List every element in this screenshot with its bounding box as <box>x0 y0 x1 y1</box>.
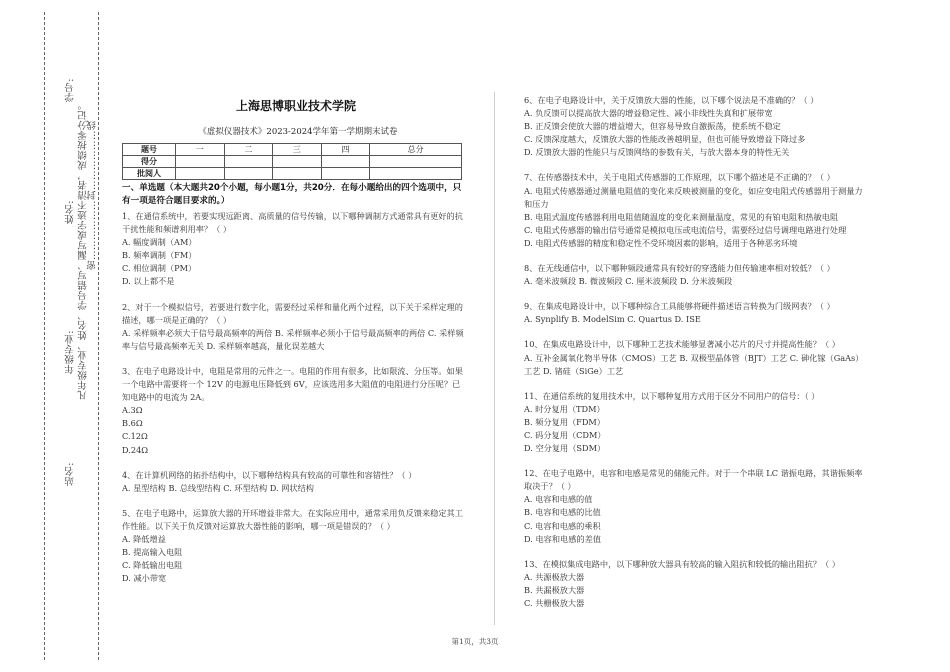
question-option: C. 码分复用（CDM） <box>524 429 606 440</box>
page-footer: 第1页，共3页 <box>451 637 499 646</box>
question-option: D.24Ω <box>122 444 149 455</box>
question-option: B.6Ω <box>122 418 143 429</box>
question-item <box>122 469 464 495</box>
notice-text: 凡年级专业、姓名、学号错写、漏写或字迹不清者，成绩按零分记。 <box>78 100 89 400</box>
question-option: D. 电容和电感的差值 <box>524 533 601 544</box>
score-table-row <box>123 168 462 180</box>
question-item <box>524 467 864 546</box>
question-option: C. 相位调制（PM） <box>122 263 197 274</box>
column-divider <box>494 92 495 625</box>
question-option: C. 电容和电感的乘积 <box>524 520 601 531</box>
score-cell: 题号 <box>123 144 176 156</box>
seal-line-text: 密………………封………………线 <box>87 120 98 270</box>
score-cell: 总分 <box>370 144 462 156</box>
question-item <box>122 301 464 353</box>
question-option: A. 负反馈可以提高放大器的增益稳定性、减小非线性失真和扩展带宽 <box>524 108 773 119</box>
question-stem: 12、在电子电路中，电容和电感是常见的储能元件。对于一个串联 LC 谐振电路，其谐振频率取决于？（ ） <box>524 468 863 492</box>
question-option: D. 减小带宽 <box>122 573 167 584</box>
question-option: C.12Ω <box>122 431 148 442</box>
question-item <box>122 507 464 586</box>
question-item <box>524 262 864 288</box>
grader-row-label: 批阅人 <box>123 168 176 180</box>
question-option: B. 正反馈会使放大器的增益增大，但容易导致自激振荡，使系统不稳定 <box>524 121 781 132</box>
score-cell: 三 <box>273 144 322 156</box>
question-option: D. 空分复用（SDM） <box>524 443 606 454</box>
question-option: D. 以上都不是 <box>122 276 175 287</box>
site-label: 站名: <box>65 462 76 486</box>
question-option: B. 提高输入电阻 <box>122 547 183 558</box>
question-option: A. 星型结构 B. 总线型结构 C. 环型结构 D. 网状结构 <box>122 482 314 493</box>
question-stem: 9、在集成电路设计中，以下哪种综合工具能够将硬件描述语言转换为门级网表？（ ） <box>524 301 835 312</box>
binding-dashed-line-left <box>44 12 45 660</box>
left-column <box>122 182 464 585</box>
question-option: D. 电阻式传感器的精度和稳定性不受环境因素的影响，适用于各种恶劣环境 <box>524 237 798 248</box>
question-stem: 7、在传感器技术中，关于电阻式传感器的工作原理，以下哪个描述是不正确的？（ ） <box>524 172 835 183</box>
name-label: 姓名: <box>65 200 76 224</box>
question-option: A. 幅度调制（AM） <box>122 237 197 248</box>
score-table-header-row <box>123 144 462 156</box>
binding-dashed-line-right <box>98 12 99 660</box>
score-cell: 一 <box>176 144 225 156</box>
question-stem: 5、在电子电路中，运算放大器的开环增益非常大。在实际应用中，通常采用负反馈来稳定其工作性能。以下关于负反馈对运算放大器性能的影响，哪一项是错误的？（ ） <box>122 507 463 531</box>
question-option: A. 互补金属氧化物半导体（CMOS）工艺 B. 双极型晶体管（BJT）工艺 C. 砷化镓（GaAs）工艺 D. 锗硅（SiGe）工艺 <box>524 352 864 376</box>
left-question-list <box>122 210 464 585</box>
score-cell: 四 <box>321 144 370 156</box>
exam-title: 《虚拟仪器技术》2023-2024学年第一学期期末试卷 <box>198 127 398 137</box>
question-stem: 13、在模拟集成电路中，以下哪种放大器具有较高的输入阻抗和较低的输出阻抗？（ ） <box>524 558 840 569</box>
question-item <box>122 365 464 457</box>
right-question-list <box>524 94 864 610</box>
question-option: B. 电阻式温度传感器利用电阻值随温度的变化来测量温度，常见的有铂电阻和热敏电阻 <box>524 211 839 222</box>
question-option: B. 电容和电感的比值 <box>524 507 601 518</box>
question-stem: 10、在集成电路设计中，以下哪种工艺技术能够显著减小芯片的尺寸并提高性能？（ ） <box>524 339 840 350</box>
question-stem: 4、在计算机网络的拓扑结构中，以下哪种结构具有较高的可靠性和容错性？（ ） <box>122 469 417 480</box>
section-heading: 一、单选题（本大题共20个小题，每小题1分，共20分．在每小题给出的四个选项中，只有一项是符合题目要求的。） <box>122 183 462 206</box>
question-option: A. 毫米波频段 B. 微波频段 C. 厘米波频段 D. 分米波频段 <box>524 276 733 287</box>
question-option: A. 电容和电感的值 <box>524 494 593 505</box>
question-stem: 3、在电子电路设计中，电阻是常用的元件之一。电阻的作用有很多，比如限流、分压等。如果一个电路中需要将一个 12V 的电源电压降低到 6V，应该选用多大阻值的电阻进行分压呢？已知电路中的电流为 2A。 <box>122 365 463 403</box>
question-item <box>524 390 864 455</box>
class-major-label: 年级专业: <box>65 330 76 374</box>
question-item <box>524 338 864 377</box>
question-stem: 11、在通信系统的复用技术中，以下哪种复用方式用于区分不同用户的信号：（ ） <box>524 390 820 401</box>
school-title: 上海思博职业技术学院 <box>235 99 356 113</box>
question-option: A. 共源极放大器 <box>524 571 585 582</box>
student-id-label: 学号: <box>65 78 76 102</box>
score-table <box>122 143 462 180</box>
question-option: D. 反馈放大器的性能只与反馈网络的参数有关，与放大器本身的特性无关 <box>524 147 790 158</box>
question-option: C. 电阻式传感器的输出信号通常是模拟电压或电流信号，需要经过信号调理电路进行处理 <box>524 224 847 235</box>
question-option: B. 频分复用（FDM） <box>524 416 605 427</box>
question-option: C. 降低输出电阻 <box>122 560 183 571</box>
score-cell: 二 <box>224 144 273 156</box>
question-option: A. 采样频率必须大于信号最高频率的两倍 B. 采样频率必须小于信号最高频率的两倍 C. 采样频率与信号最高频率无关 D. 采样频率越高，量化误差越大 <box>122 327 464 351</box>
question-option: B. 频率调制（FM） <box>122 250 197 261</box>
question-option: C. 反馈深度越大，反馈放大器的性能改善越明显，但也可能导致增益下降过多 <box>524 134 806 145</box>
question-option: A. 时分复用（TDM） <box>524 403 605 414</box>
question-option: A. 电阻式传感器通过测量电阻值的变化来反映被测量的变化，如应变电阻式传感器用于测量力和压力 <box>524 185 863 209</box>
question-stem: 2、对于一个模拟信号，若要进行数字化，需要经过采样和量化两个过程，以下关于采样定理的描述，哪一项是正确的？（ ） <box>122 301 463 325</box>
question-stem: 8、在无线通信中，以下哪种频段通常具有较好的穿透能力但传输速率相对较低？（ ） <box>524 263 835 274</box>
score-row-label: 得分 <box>123 156 176 168</box>
question-stem: 6、在电子电路设计中，关于反馈放大器的性能，以下哪个说法是不准确的？（ ） <box>524 95 819 105</box>
question-stem: 1、在通信系统中，若要实现远距离、高质量的信号传输，以下哪种调制方式通常具有更好的抗干扰性能和频谱利用率？（ ） <box>122 211 463 235</box>
question-item <box>524 94 864 159</box>
question-option: C. 共栅极放大器 <box>524 598 585 608</box>
question-item <box>524 300 864 326</box>
question-option: B. 共漏极放大器 <box>524 584 585 595</box>
question-item <box>524 558 864 610</box>
score-table-row <box>123 156 462 168</box>
right-column <box>524 94 864 610</box>
question-option: A. 降低增益 <box>122 533 166 544</box>
question-option: A.3Ω <box>122 405 143 416</box>
question-item <box>524 171 864 250</box>
question-item <box>122 210 464 289</box>
question-option: A. Synplify B. ModelSim C. Quartus D. ISE <box>524 314 701 325</box>
